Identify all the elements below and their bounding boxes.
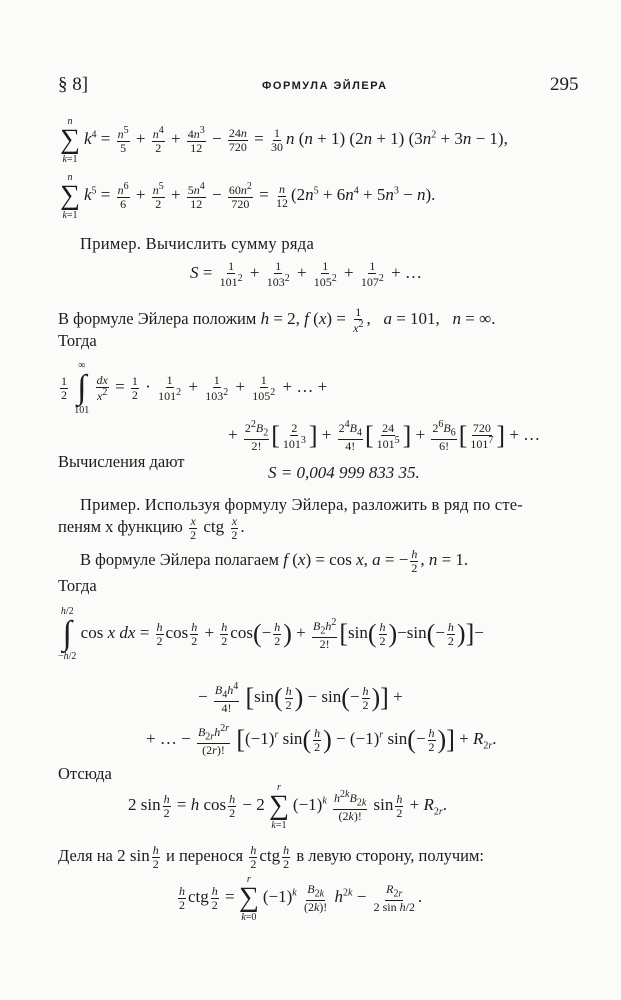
- formula-integral-1: $\frac{1}{2}$ ∞ ∫ 101 $\frac{dx}{x^2}$ = $\frac{1}{2}$ · $\frac{1}{101^2}$ + $\frac{1}{103^2}$ + $\frac{1}{105^2}$ + … +: [61, 360, 328, 416]
- result-S: S = 0,004 999 833 35.: [268, 463, 420, 482]
- euler-put-text: В формуле Эйлера полагаем: [80, 550, 279, 569]
- formula-hence: 2 sin $\frac{h}{2}$ = h cos $\frac{h}{2}$ − 2 r ∑ k=1 $(-1)^k$ $\frac{h^{2k}B_{2k}}{(2k)!}$ sin $\frac{h}{2}$ + $R_{2r}$.: [128, 782, 448, 831]
- divide-text-a: Деля на: [58, 846, 113, 865]
- divide-line: Деля на 2 sin $\frac{h}{2}$ и перенося $\frac{h}{2}$ ctg $\frac{h}{2}$ в левую сторону, получим:: [58, 843, 485, 871]
- example-1-heading: Пример. Вычислить сумму ряда: [80, 234, 315, 253]
- calculations-give: Вычисления дают: [58, 452, 185, 471]
- formula-integral-cos-rest: + … − $\frac{B_{2r}h^{2r}}{(2r)!}$ [$(-1)^r$ sin( $\frac{h}{2}$ ) − $(-1)^r$ sin(− $\frac{h}{2}$ )] + $R_{2r}$.: [146, 723, 497, 757]
- euler-substitution-line: В формуле Эйлера положим h = 2, f (x) = $\frac{1}{x^2}$ , a = 101, n = ∞.: [58, 305, 496, 335]
- euler-set-text: В формуле Эйлера положим: [58, 309, 257, 328]
- example-2-text: пеням x функцию: [58, 517, 183, 536]
- formula-bernoulli-terms: + $\frac{2^2B_2}{2!}$ [ $\frac{2}{101^3}$ ] + $\frac{2^4B_4}{4!}$ [ $\frac{24}{101^5}$ ] + $\frac{2^6B_6}{6!}$ [ $\frac{720}{101^7}$ ] + …: [228, 419, 541, 453]
- then-2: Тогда: [58, 576, 97, 595]
- divide-text-b: и перенося: [165, 846, 244, 865]
- formula-integral-cos: h/2 ∫ −h/2 cos x dx = $\frac{h}{2}$ cos $\frac{h}{2}$ + $\frac{h}{2}$ cos(− $\frac{h}{2}$ ) + $\frac{B_2h^2}{2!}$ [sin( $\frac{h}{2}$ )−sin(− $\frac{h}{2}$ )]−: [58, 606, 484, 662]
- euler-put-line: В формуле Эйлера полагаем f (x) = cos x, a = − $\frac{h}{2}$ , n = 1.: [80, 547, 469, 575]
- section-number: § 8]: [58, 74, 89, 95]
- formula-final: $\frac{h}{2}$ ctg $\frac{h}{2}$ = r ∑ k=0 $(-1)^k$ $\frac{B_{2k}}{(2k)!}$ $h^{2k}$ − $\frac{R_{2r}}{\text{2 sin h/2}}$ .: [179, 874, 423, 923]
- formula-sum-k4: n ∑ k=1 $k^4$ = $\frac{n^5}{5}$ + $\frac{n^4}{2}$ + $\frac{4n^3}{12}$ − $\frac{24n}{720}$ = $\frac{1}{30}$ n (n + 1) (2n + 1) $(3n^2 + 3n - 1)$,: [60, 116, 508, 165]
- formula-series-S: S = $\frac{1}{101^2}$ + $\frac{1}{103^2}$ + $\frac{1}{105^2}$ + $\frac{1}{107^2}$ + …: [190, 259, 422, 289]
- example-2-line-1: Пример. Используя формулу Эйлера, разложить в ряд по сте-: [80, 495, 523, 514]
- then-1: Тогда: [58, 331, 97, 350]
- formula-integral-cos-cont: − $\frac{B_4h^4}{4!}$ [sin( $\frac{h}{2}$ ) − sin(− $\frac{h}{2}$ )] +: [198, 681, 403, 715]
- page-number: 295: [550, 74, 579, 95]
- formula-sum-k5: n ∑ k=1 $k^5$ = $\frac{n^6}{6}$ + $\frac{n^5}{2}$ + $\frac{5n^4}{12}$ − $\frac{60n^2}{720}$ = $\frac{n}{12}$ $(2n^5 + 6n^4 + 5n^3 - n)$.: [60, 172, 436, 221]
- hence: Отсюда: [58, 764, 112, 783]
- divide-text-c: в левую сторону, получим:: [296, 846, 485, 865]
- example-2-line-2: пеням x функцию $\frac{x}{2}$ ctg $\frac{x}{2}$ .: [58, 514, 245, 542]
- page-title: ФОРМУЛА ЭЙЛЕРА: [262, 80, 388, 92]
